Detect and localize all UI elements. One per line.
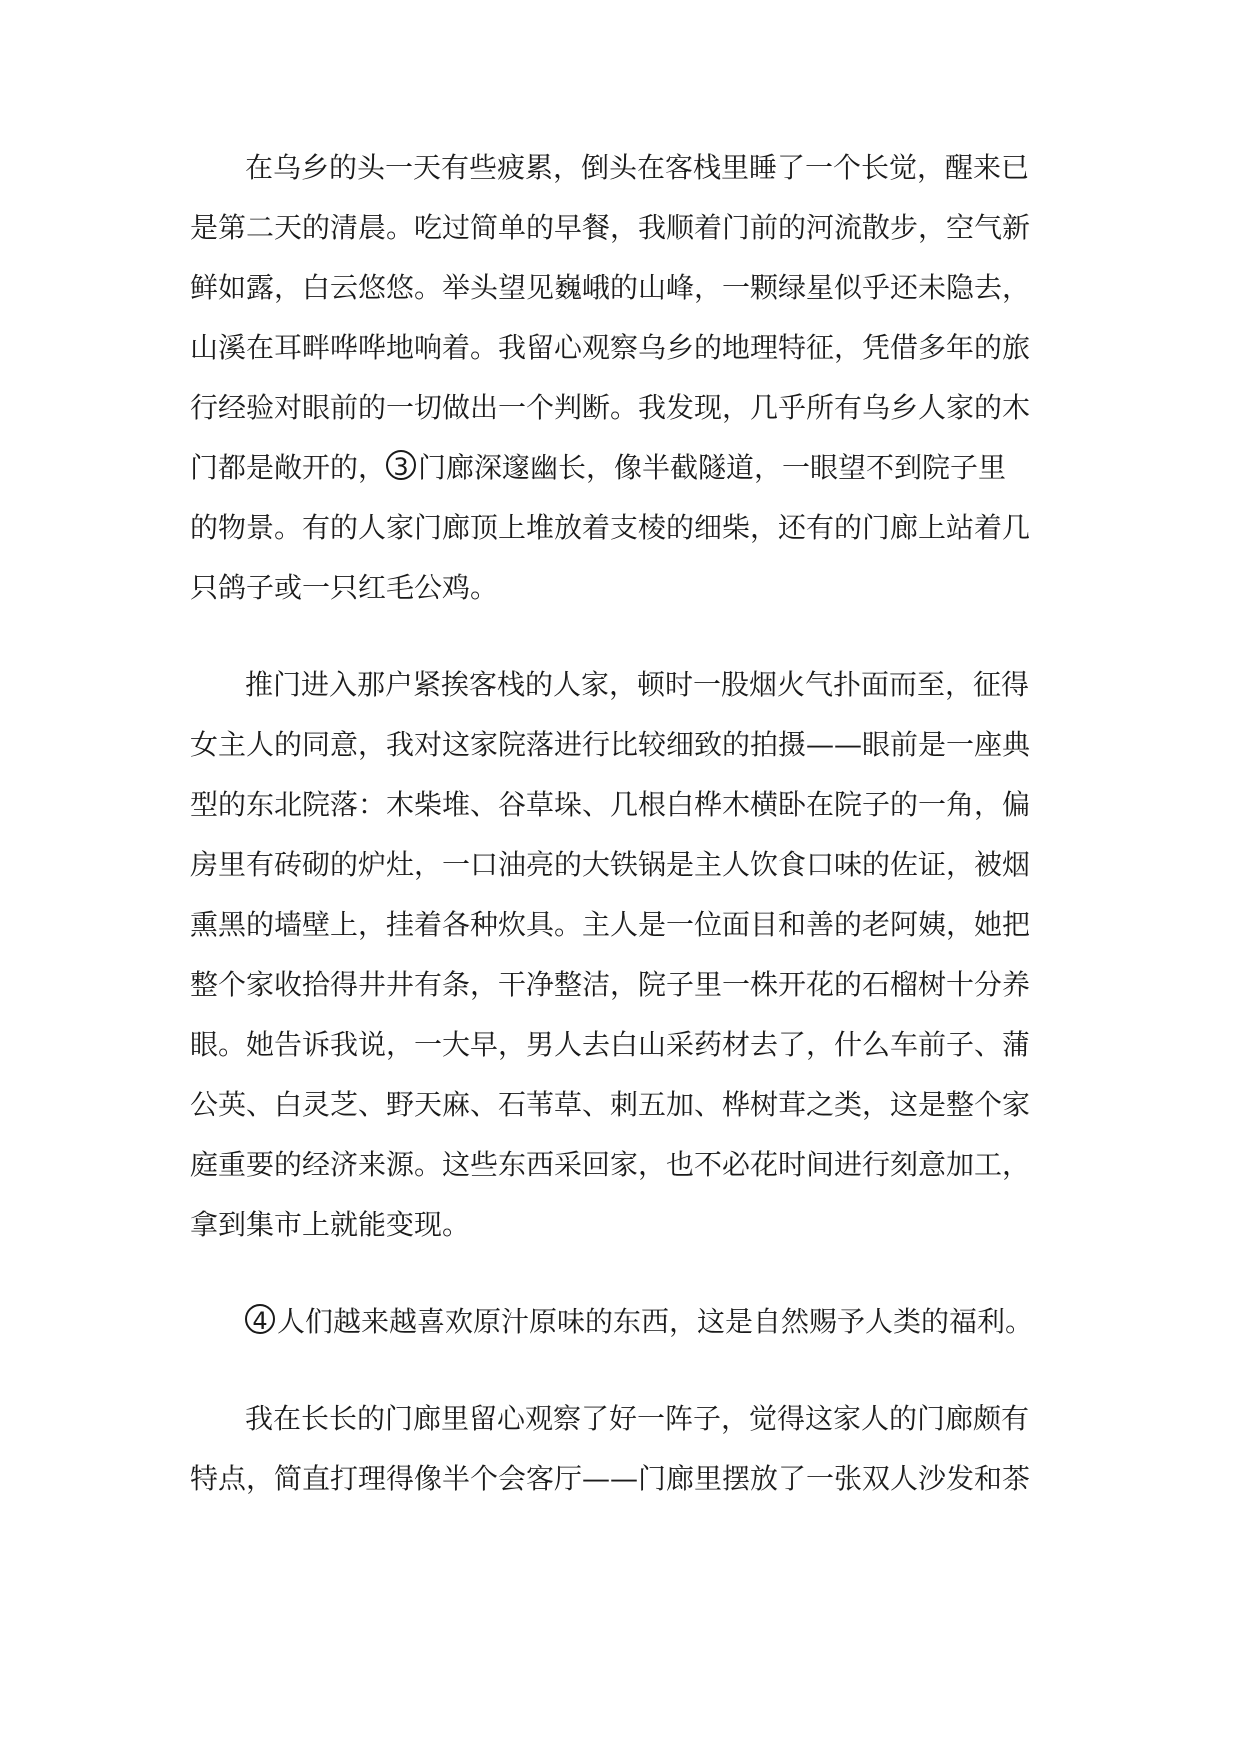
text-line: 女主人的同意，我对这家院落进行比较细致的拍摄——眼前是一座典 — [190, 728, 1031, 761]
text-line: 熏黑的墙壁上，挂着各种炊具。主人是一位面目和善的老阿姨，她把 — [190, 908, 1031, 941]
text-segment: 门都是敞开的， — [190, 451, 387, 484]
text-line: 特点，简直打理得像半个会客厅——门廊里摆放了一张双人沙发和茶 — [190, 1462, 1031, 1495]
text-line: 鲜如露，白云悠悠。举头望见巍峨的山峰，一颗绿星似乎还未隐去， — [190, 271, 1031, 304]
text-line: 是第二天的清晨。吃过简单的早餐，我顺着门前的河流散步，空气新 — [190, 211, 1031, 244]
text-line: 的物景。有的人家门廊顶上堆放着支棱的细柴，还有的门廊上站着几 — [190, 511, 1031, 544]
text-line: 公英、白灵芝、野天麻、石苇草、刺五加、桦树茸之类，这是整个家 — [190, 1088, 1031, 1121]
text-line: 只鸽子或一只红毛公鸡。 — [190, 571, 499, 604]
text-line: 山溪在耳畔哗哗地响着。我留心观察乌乡的地理特征，凭借多年的旅 — [190, 331, 1031, 364]
text-line: 在乌乡的头一天有些疲累，倒头在客栈里睡了一个长觉，醒来已 — [245, 151, 1030, 184]
text-line: 眼。她告诉我说，一大早，男人去白山采药材去了，什么车前子、蒲 — [190, 1028, 1031, 1061]
text-line-with-marker — [190, 448, 1090, 488]
text-line: 房里有砖砌的炉灶，一口油亮的大铁锅是主人饮食口味的佐证，被烟 — [190, 848, 1031, 881]
text-line: 型的东北院落：木柴堆、谷草垛、几根白桦木横卧在院子的一角，偏 — [190, 788, 1031, 821]
text-line: 行经验对眼前的一切做出一个判断。我发现，几乎所有乌乡人家的木 — [190, 391, 1031, 424]
text-line: 整个家收拾得井井有条，干净整洁，院子里一株开花的石榴树十分养 — [190, 968, 1031, 1001]
circled-number-marker: 3 — [386, 450, 416, 480]
text-line: 推门进入那户紧挨客栈的人家，顿时一股烟火气扑面而至，征得 — [245, 668, 1030, 701]
text-segment: 门廊深邃幽长，像半截隧道，一眼望不到院子里 — [418, 451, 1007, 484]
text-line: 拿到集市上就能变现。 — [190, 1208, 471, 1241]
text-line-with-marker — [245, 1302, 1145, 1342]
text-line: 庭重要的经济来源。这些东西采回家，也不必花时间进行刻意加工， — [190, 1148, 1031, 1181]
text-line: 我在长长的门廊里留心观察了好一阵子，觉得这家人的门廊颇有 — [245, 1402, 1030, 1435]
text-segment: 人们越来越喜欢原汁原味的东西，这是自然赐予人类的福利。 — [277, 1305, 1034, 1338]
circled-number-marker: 4 — [245, 1304, 275, 1334]
